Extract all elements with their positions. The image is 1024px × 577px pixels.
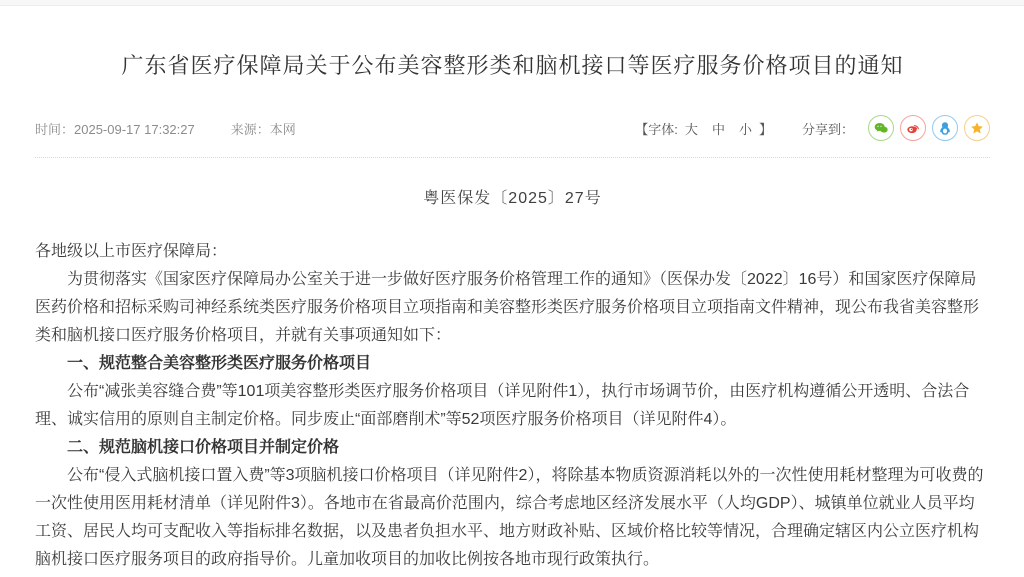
body-paragraph: 公布“侵入式脑机接口置入费”等3项脑机接口价格项目（详见附件2），将除基本物质资源消耗以外的一次性使用耗材整理为可收费的一次性使用医用耗材清单（详见附件3）。各地市在省最高价范围内，综合考虑地区经济发展水平（人均GDP）、城镇单位就业人员平均工资、居民人均可支配收入等指标排名数据，以及患者负担水平、地方财政补贴、区域价格比较等情况，合理确定辖区内公立医疗机构脑机接口医疗服务项目的政府指导价。儿童加收项目的加收比例按各地市现行政策执行。 bbox=[35, 467, 984, 568]
body-paragraph: 为贯彻落实《国家医疗保障局办公室关于进一步做好医疗服务价格管理工作的通知》（医保办发〔2022〕16号）和国家医疗保障局医药价格和招标采购司神经系统类医疗服务价格项目立项指南和美容整形类医疗服务价格项目立项指南文件精神，现公布我省美容整形类和脑机接口医疗服务价格项目，并就有关事项通知如下： bbox=[35, 271, 980, 344]
publish-time-value: 2025-09-17 17:32:27 bbox=[74, 121, 195, 137]
meta-left bbox=[35, 119, 332, 138]
source-label: 来源： bbox=[230, 121, 270, 137]
weibo-share-icon[interactable] bbox=[900, 115, 926, 141]
salutation: 各地级以上市医疗保障局： bbox=[35, 243, 228, 260]
font-size-medium-button[interactable]: 中 bbox=[711, 121, 725, 137]
meta-right bbox=[635, 115, 990, 141]
document-number: 粤医保发〔2025〕27号 bbox=[423, 190, 602, 207]
font-size-small-button[interactable]: 小 bbox=[738, 121, 752, 137]
star-favorite-icon[interactable] bbox=[964, 115, 990, 141]
section-heading: 一、规范整合美容整形类医疗服务价格项目 bbox=[67, 355, 372, 372]
meta-row bbox=[35, 114, 990, 142]
section-heading: 二、规范脑机接口价格项目并制定价格 bbox=[67, 439, 340, 456]
share-label: 分享到： bbox=[801, 121, 854, 137]
source-value: 本网 bbox=[269, 121, 296, 137]
body-paragraph: 公布“减张美容缝合费”等101项美容整形类医疗服务价格项目（详见附件1），执行市场调节价，由医疗机构遵循公开透明、合法合理、诚实信用的原则自主制定价格。同步废止“面部磨削术”等52项医疗服务价格项目（详见附件4）。 bbox=[35, 383, 970, 428]
top-nav-strip bbox=[0, 0, 1024, 6]
article-container bbox=[35, 51, 990, 574]
publish-time bbox=[35, 119, 195, 138]
publish-time-label: 时间： bbox=[35, 121, 75, 137]
font-controls-suffix: 】 bbox=[758, 121, 772, 137]
font-controls-prefix: 【字体: bbox=[635, 121, 678, 137]
wechat-share-icon[interactable] bbox=[868, 115, 894, 141]
qq-share-icon[interactable] bbox=[932, 115, 958, 141]
font-size-controls bbox=[635, 119, 772, 138]
article-body bbox=[35, 238, 990, 574]
font-size-large-button[interactable]: 大 bbox=[684, 121, 698, 137]
page-title: 广东省医疗保障局关于公布美容整形类和脑机接口等医疗服务价格项目的通知 bbox=[121, 53, 904, 78]
source bbox=[231, 119, 296, 138]
dotted-divider bbox=[35, 157, 990, 158]
